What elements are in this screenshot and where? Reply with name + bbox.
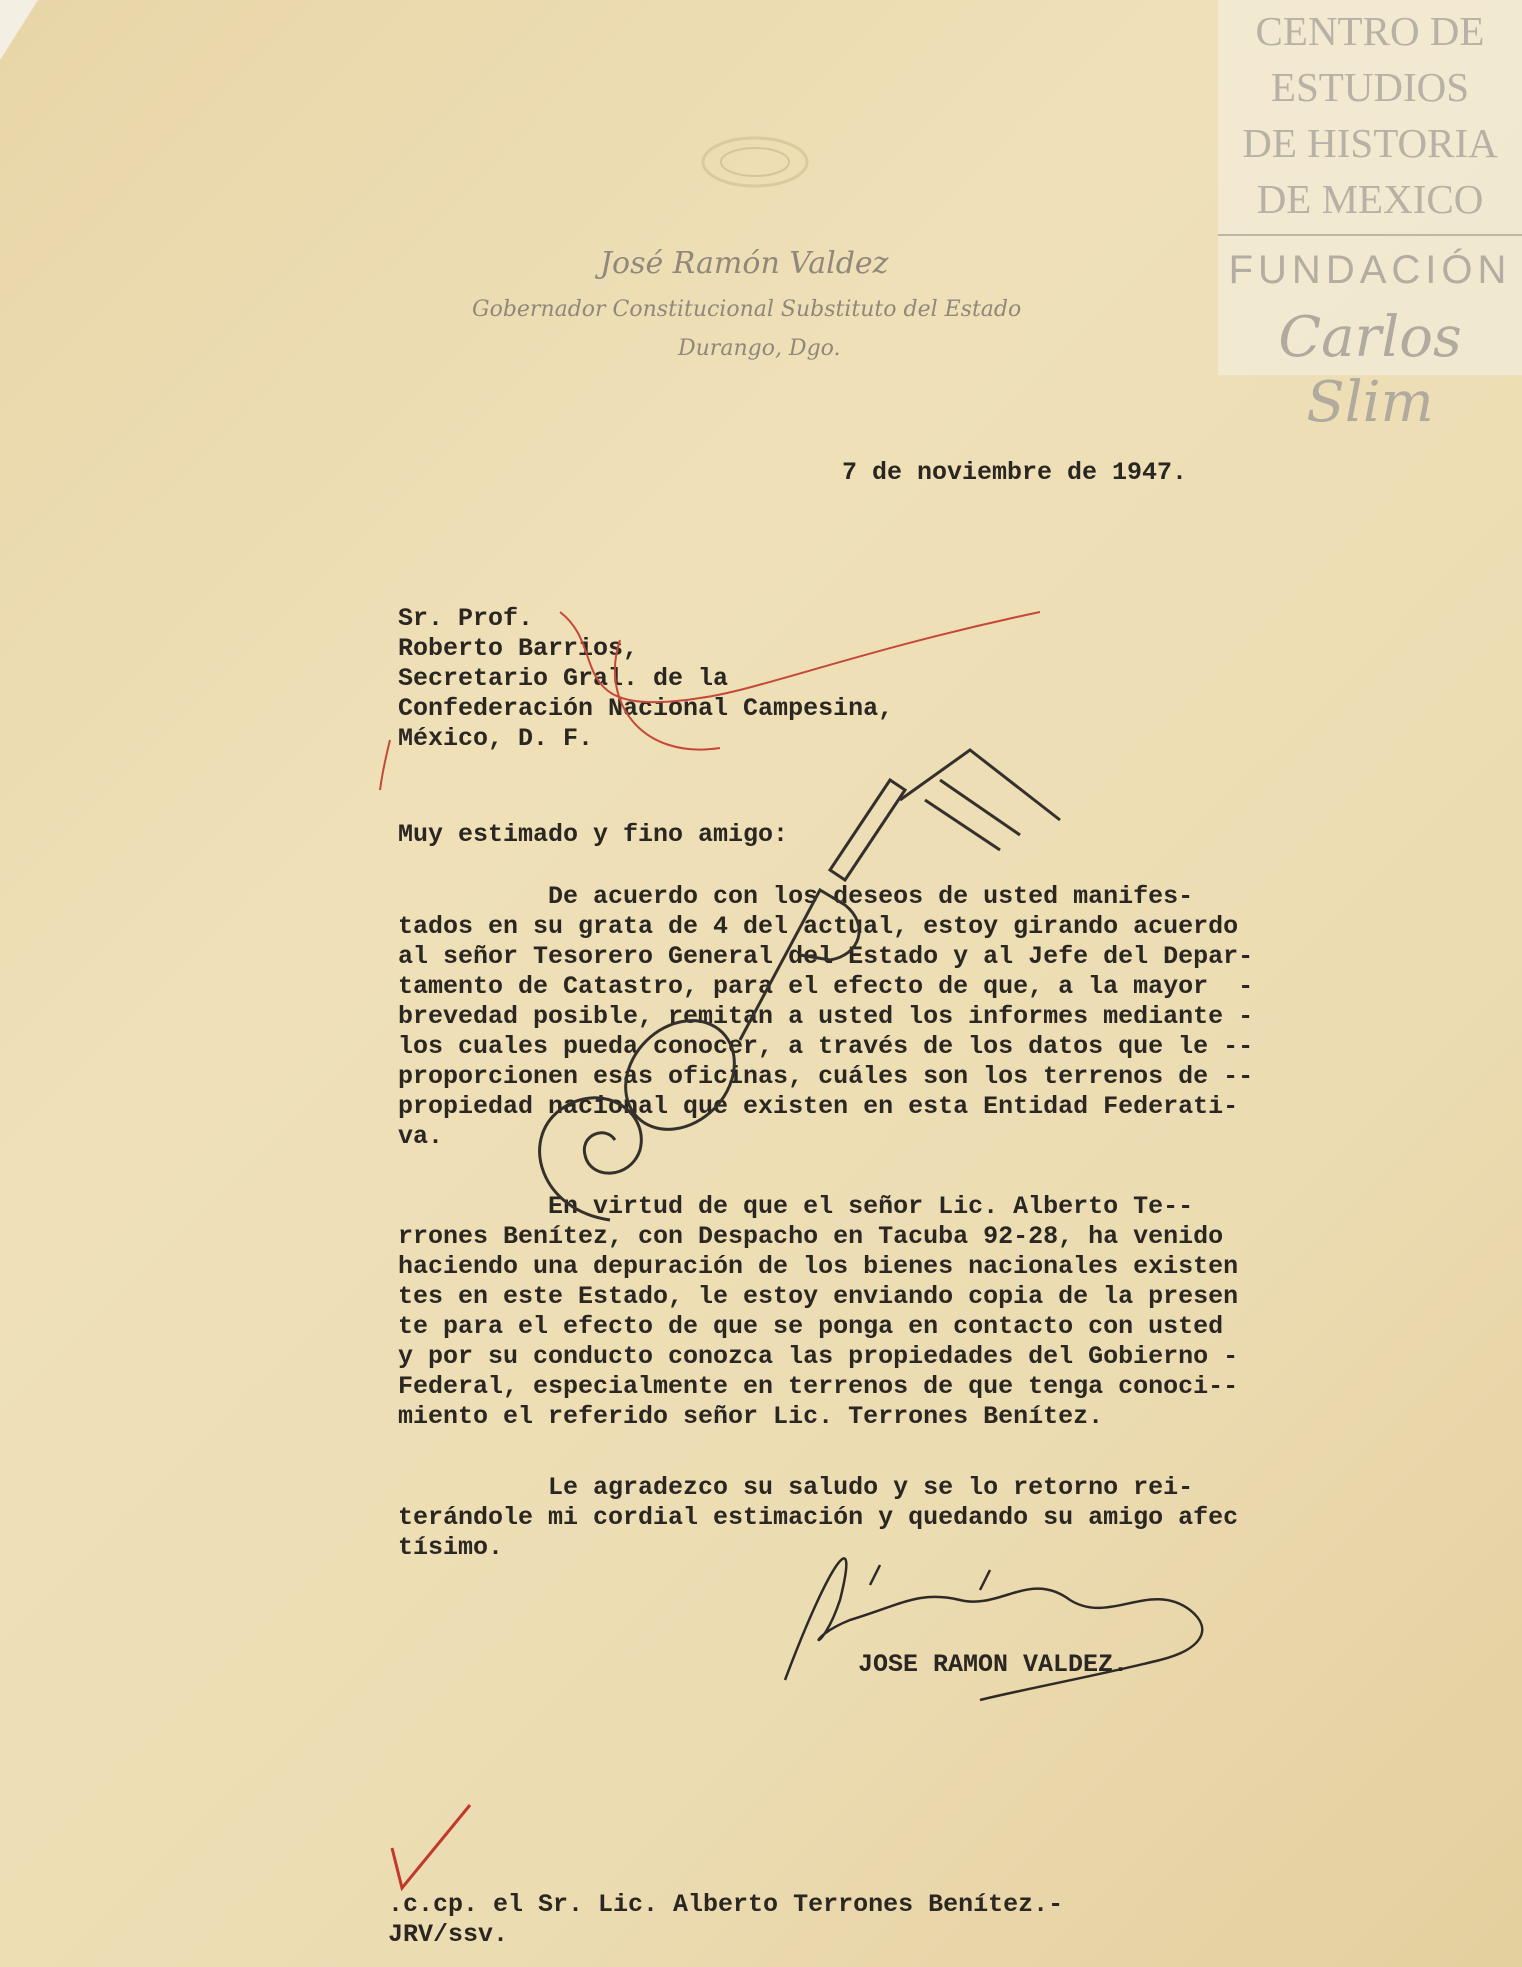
- text-line: tes en este Estado, le estoy enviando copia de la presen: [398, 1282, 1239, 1311]
- letterhead-title: Gobernador Constitucional Substituto del Estado: [472, 297, 1022, 322]
- text-line: miento el referido señor Lic. Terrones Benítez.: [398, 1402, 1104, 1431]
- watermark-line: DE MEXICO: [1256, 176, 1484, 222]
- text-line: Le agradezco su saludo y se lo retorno rei-: [398, 1473, 1194, 1502]
- letter-date: 7 de noviembre de 1947.: [842, 458, 1188, 487]
- text-line: y por su conducto conozca las propiedades del Gobierno -: [398, 1342, 1239, 1371]
- watermark-line: DE HISTORIA: [1242, 120, 1498, 166]
- text-line: haciendo una depuración de los bienes nacionales existen: [398, 1252, 1239, 1281]
- letterhead-name: José Ramón Valdez: [600, 246, 889, 281]
- text-line: te para el efecto de que se ponga en contacto con usted: [398, 1312, 1224, 1341]
- text-line: va.: [398, 1122, 444, 1151]
- text-line: proporcionen esas oficinas, cuáles son los terrenos de --: [398, 1062, 1254, 1091]
- text-line: propiedad nacional que existen en esta Entidad Federati-: [398, 1092, 1239, 1121]
- text-line: De acuerdo con los deseos de usted manifes-: [398, 882, 1194, 911]
- text-line: tados en su grata de 4 del actual, estoy girando acuerdo: [398, 912, 1239, 941]
- addressee-line: Roberto Barrios,: [398, 634, 639, 663]
- text-line: tamento de Catastro, para el efecto de que, a la mayor -: [398, 972, 1254, 1001]
- addressee-line: Secretario Gral. de la: [398, 664, 729, 693]
- text-line: rrones Benítez, con Despacho en Tacuba 92-28, ha venido: [398, 1222, 1224, 1251]
- signatory-name: JOSE RAMON VALDEZ.: [858, 1650, 1129, 1679]
- watermark-divider: [1218, 234, 1522, 236]
- text-line: brevedad posible, remitan a usted los informes mediante -: [398, 1002, 1254, 1031]
- carbon-copy-line: .c.cp. el Sr. Lic. Alberto Terrones Benítez.-: [388, 1890, 1064, 1919]
- text-line: al señor Tesorero General del Estado y al Jefe del Depar-: [398, 942, 1254, 971]
- watermark-line: CENTRO DE: [1255, 8, 1485, 54]
- addressee-line: Confederación Nacional Campesina,: [398, 694, 894, 723]
- addressee-line: México, D. F.: [398, 724, 594, 753]
- torn-corner: [0, 0, 38, 60]
- text-line: Federal, especialmente en terrenos de que tenga conoci--: [398, 1372, 1239, 1401]
- watermark-signature: Carlos Slim: [1278, 305, 1462, 435]
- copia-stamp-icon: [500, 740, 1100, 1260]
- text-line: En virtud de que el señor Lic. Alberto Te--: [398, 1192, 1194, 1221]
- typist-initials: JRV/ssv.: [388, 1920, 509, 1949]
- text-line: los cuales pueda conocer, a través de los datos que le --: [398, 1032, 1254, 1061]
- watermark-foundation: FUNDACIÓN: [1228, 248, 1512, 292]
- salutation: Muy estimado y fino amigo:: [398, 820, 789, 849]
- text-line: tísimo.: [398, 1533, 504, 1562]
- embossed-seal-icon: [690, 130, 820, 190]
- addressee-line: Sr. Prof.: [398, 604, 534, 633]
- watermark-line: ESTUDIOS: [1270, 64, 1470, 110]
- text-line: terándole mi cordial estimación y quedando su amigo afec: [398, 1503, 1239, 1532]
- archive-watermark: [1218, 0, 1522, 435]
- letterhead-place: Durango, Dgo.: [678, 336, 841, 361]
